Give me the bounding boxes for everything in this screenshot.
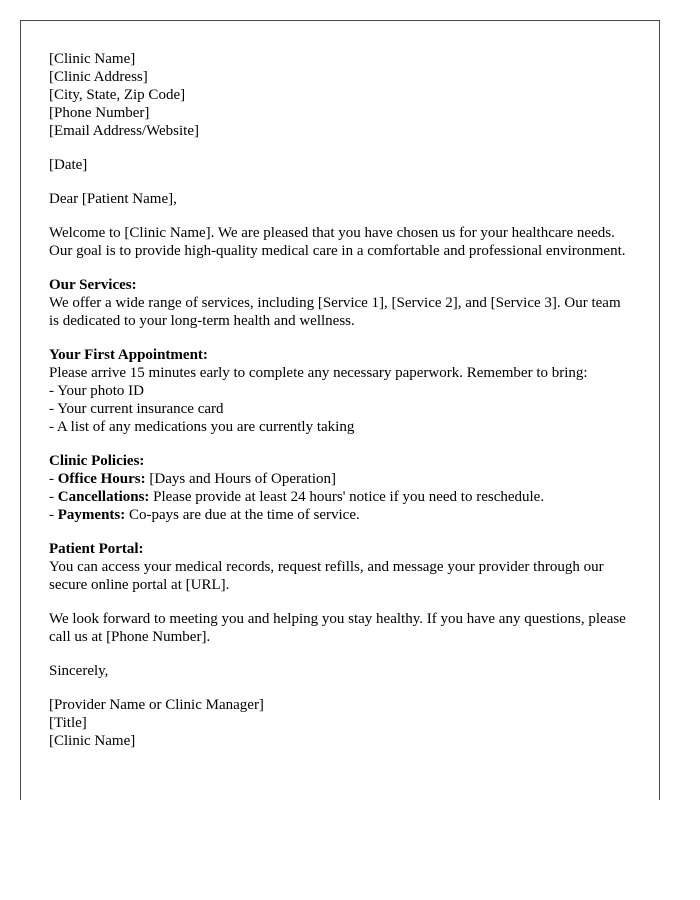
- letter-page: [20, 20, 660, 800]
- city-state-zip: [City, State, Zip Code]: [49, 87, 186, 103]
- signature-name: [Provider Name or Clinic Manager]: [49, 697, 264, 713]
- letter-content: [49, 50, 634, 766]
- signoff: Sincerely,: [49, 663, 109, 679]
- policy-text: Please provide at least 24 hours' notice if you need to reschedule.: [149, 489, 545, 505]
- policy-office-hours: [49, 470, 634, 488]
- portal-section: [49, 540, 634, 594]
- policy-cancellations: [49, 488, 634, 506]
- signature-title: [Title]: [49, 715, 87, 731]
- policy-text: Co-pays are due at the time of service.: [125, 507, 360, 523]
- portal-text: You can access your medical records, request refills, and message your provider through our secure online portal at [URL].: [49, 559, 604, 593]
- letter-date: [Date]: [49, 157, 88, 173]
- services-text: We offer a wide range of services, including [Service 1], [Service 2], and [Service 3]. Our team is dedicated to your long-term health and wellness.: [49, 295, 621, 329]
- policy-prefix: -: [49, 471, 58, 487]
- policies-heading: Clinic Policies:: [49, 453, 145, 469]
- clinic-address: [Clinic Address]: [49, 69, 148, 85]
- salutation: Dear [Patient Name],: [49, 191, 177, 207]
- policy-label: Office Hours:: [57, 471, 146, 487]
- signature-block: [49, 696, 634, 750]
- portal-heading: Patient Portal:: [49, 541, 144, 557]
- list-item: - Your photo ID: [49, 383, 145, 399]
- address-block: [49, 50, 634, 140]
- list-item: - A list of any medications you are currently taking: [49, 419, 355, 435]
- policy-label: Cancellations:: [57, 489, 150, 505]
- policy-prefix: -: [49, 507, 58, 523]
- first-appointment-text: Please arrive 15 minutes early to complete any necessary paperwork. Remember to bring:: [49, 365, 588, 381]
- policy-prefix: -: [49, 489, 58, 505]
- policy-payments: [49, 506, 634, 524]
- policy-text: [Days and Hours of Operation]: [145, 471, 337, 487]
- list-item: - Your current insurance card: [49, 401, 224, 417]
- signature-clinic: [Clinic Name]: [49, 733, 136, 749]
- services-heading: Our Services:: [49, 277, 137, 293]
- email-website: [Email Address/Website]: [49, 123, 200, 139]
- first-appointment-heading: Your First Appointment:: [49, 347, 208, 363]
- services-section: [49, 276, 634, 330]
- closing-paragraph: We look forward to meeting you and helping you stay healthy. If you have any questions, please call us at [Phone Number].: [49, 611, 626, 645]
- policies-section: [49, 452, 634, 524]
- first-appointment-section: [49, 346, 634, 436]
- clinic-name: [Clinic Name]: [49, 51, 136, 67]
- phone-number: [Phone Number]: [49, 105, 150, 121]
- intro-paragraph: Welcome to [Clinic Name]. We are pleased that you have chosen us for your healthcare needs. Our goal is to provide high-quality medical care in a comfortable and professional environment.: [49, 225, 626, 259]
- policy-label: Payments:: [57, 507, 126, 523]
